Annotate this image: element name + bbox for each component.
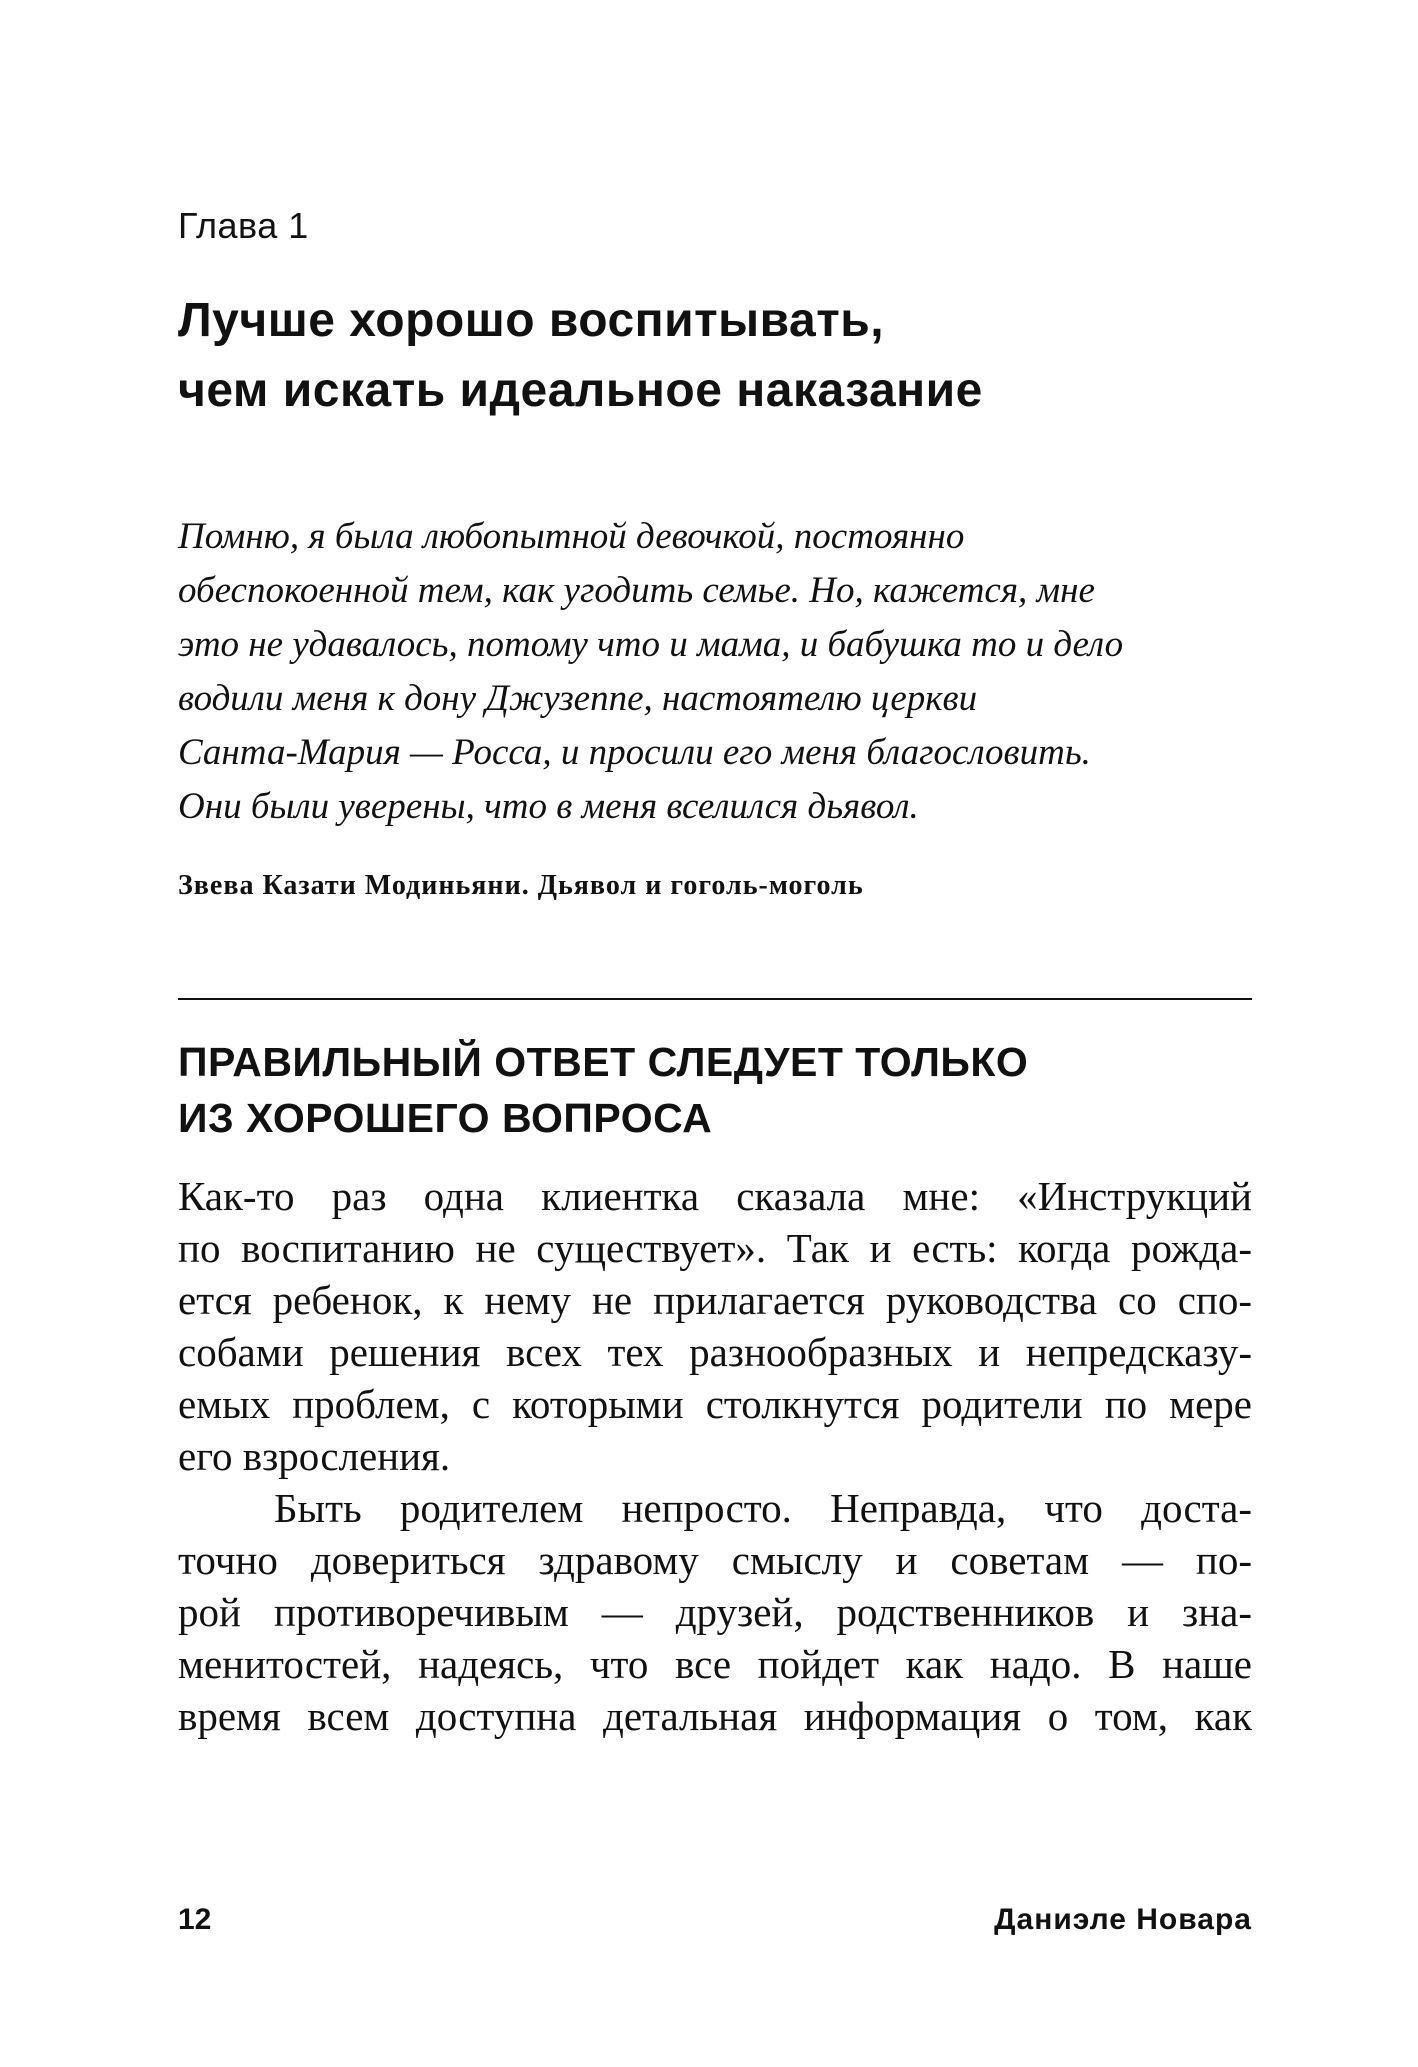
body-line: время всем доступна детальная информация о том, как — [178, 1693, 1252, 1739]
body-line: менитостей, надеясь, что все пойдет как надо. В наше — [178, 1641, 1252, 1687]
section-divider — [178, 998, 1252, 1000]
body-line: рой противоречивым — друзей, родственников и зна- — [178, 1589, 1252, 1635]
epigraph-line: обеспокоенной тем, как угодить семье. Но, кажется, мне — [178, 570, 1095, 611]
body-line: точно довериться здравому смыслу и советам — по- — [178, 1537, 1252, 1583]
body-line: его взросления. — [178, 1433, 451, 1479]
section-heading-line: ПРАВИЛЬНЫЙ ОТВЕТ СЛЕДУЕТ ТОЛЬКО — [178, 1039, 1029, 1085]
body-line: Как-то раз одна клиентка сказала мне: «Инструкций — [178, 1173, 1252, 1219]
epigraph-line: Помню, я была любопытной девочкой, постоянно — [178, 516, 965, 557]
epigraph — [178, 510, 1258, 834]
chapter-label: Глава 1 — [178, 205, 309, 246]
epigraph-source: Звева Казати Модиньяни. Дьявол и гоголь-моголь — [178, 870, 864, 901]
epigraph-line: водили меня к дону Джузеппе, настоятелю церкви — [178, 678, 978, 719]
body-line: по воспитанию не существует». Так и есть: когда рожда- — [178, 1225, 1252, 1271]
epigraph-line: это не удавалось, потому что и мама, и бабушка то и дело — [178, 624, 1124, 665]
epigraph-line: Они были уверены, что в меня вселился дьявол. — [178, 786, 919, 827]
section-heading — [178, 1034, 1252, 1146]
chapter-title-line: чем искать идеальное наказание — [178, 364, 983, 417]
body-line: Быть родителем непросто. Неправда, что доста- — [274, 1485, 1252, 1531]
chapter-title-line: Лучше хорошо воспитывать, — [178, 294, 885, 347]
body-line: ется ребенок, к нему не прилагается руководства со спо- — [178, 1277, 1252, 1323]
body-line: собами решения всех тех разнообразных и непредсказу- — [178, 1329, 1252, 1375]
section-heading-line: ИЗ ХОРОШЕГО ВОПРОСА — [178, 1095, 713, 1141]
page-number: 12 — [178, 1903, 212, 1936]
body-text — [178, 1170, 1252, 1742]
running-author: Даниэле Новара — [994, 1903, 1252, 1936]
epigraph-line: Санта-Мария — Росса, и просили его меня благословить. — [178, 732, 1091, 773]
chapter-title — [178, 286, 1278, 426]
body-line: емых проблем, с которыми столкнутся родители по мере — [178, 1381, 1252, 1427]
